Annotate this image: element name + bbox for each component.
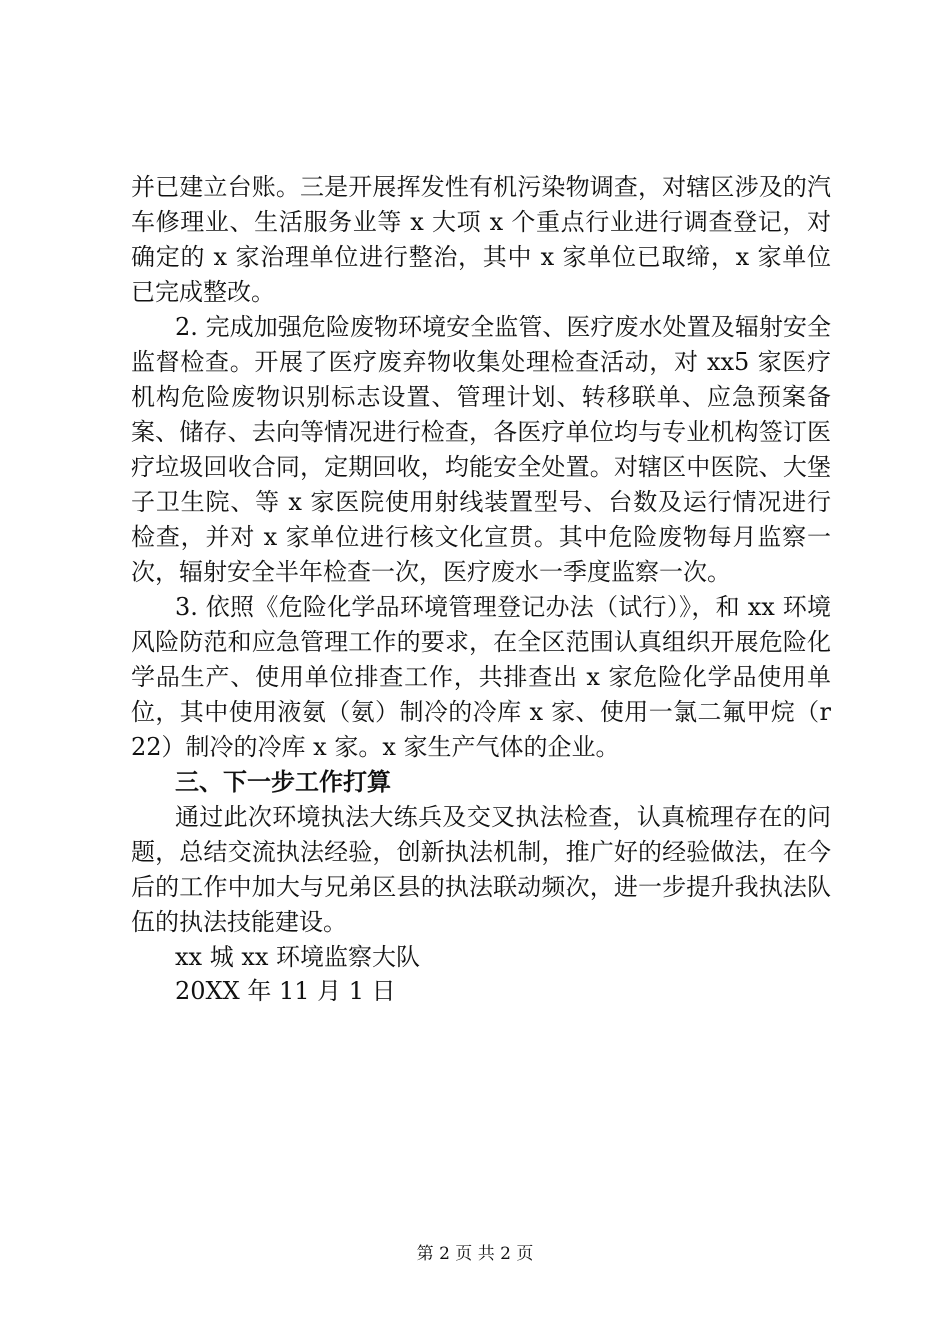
document-body [131,170,831,1008]
paragraph-closing: 通过此次环境执法大练兵及交叉执法检查，认真梳理存在的问题，总结交流执法经验，创新执法机制，推广好的经验做法，在今后的工作中加大与兄弟区县的执法联动频次，进一步提升我执法队伍的执法技能建设。 [131,803,831,936]
signature-date: 20XX 年 11 月 1 日 [175,977,396,1005]
signature-organization: xx 城 xx 环境监察大队 [175,943,421,971]
section-heading: 三、下一步工作打算 [175,768,391,796]
page-number-footer: 第 2 页 共 2 页 [416,1244,534,1264]
paragraph-item-3: 3. 依照《危险化学品环境管理登记办法（试行）》，和 xx 环境风险防范和应急管理工作的要求，在全区范围认真组织开展危险化学品生产、使用单位排查工作，共排查出 x 家危险化学品使用单位，其中使用液氨（氨）制冷的冷库 x 家、使用一氯二氟甲烷（r22）制冷的冷库 x 家。x 家生产气体的企业。 [131,593,831,761]
paragraph-continuation: 并已建立台账。三是开展挥发性有机污染物调查，对辖区涉及的汽车修理业、生活服务业等 x 大项 x 个重点行业进行调查登记，对确定的 x 家治理单位进行整治，其中 x 家单位已取缔，x 家单位已完成整改。 [131,173,831,306]
paragraph-item-2: 2. 完成加强危险废物环境安全监管、医疗废水处置及辐射安全监督检查。开展了医疗废弃物收集处理检查活动，对 xx5 家医疗机构危险废物识别标志设置、管理计划、转移联单、应急预案备案、储存、去向等情况进行检查，各医疗单位均与专业机构签订医疗垃圾回收合同，定期回收，均能安全处置。对辖区中医院、大堡子卫生院、等 x 家医院使用射线装置型号、台数及运行情况进行检查，并对 x 家单位进行核文化宣贯。其中危险废物每月监察一次，辐射安全半年检查一次，医疗废水一季度监察一次。 [131,313,831,586]
